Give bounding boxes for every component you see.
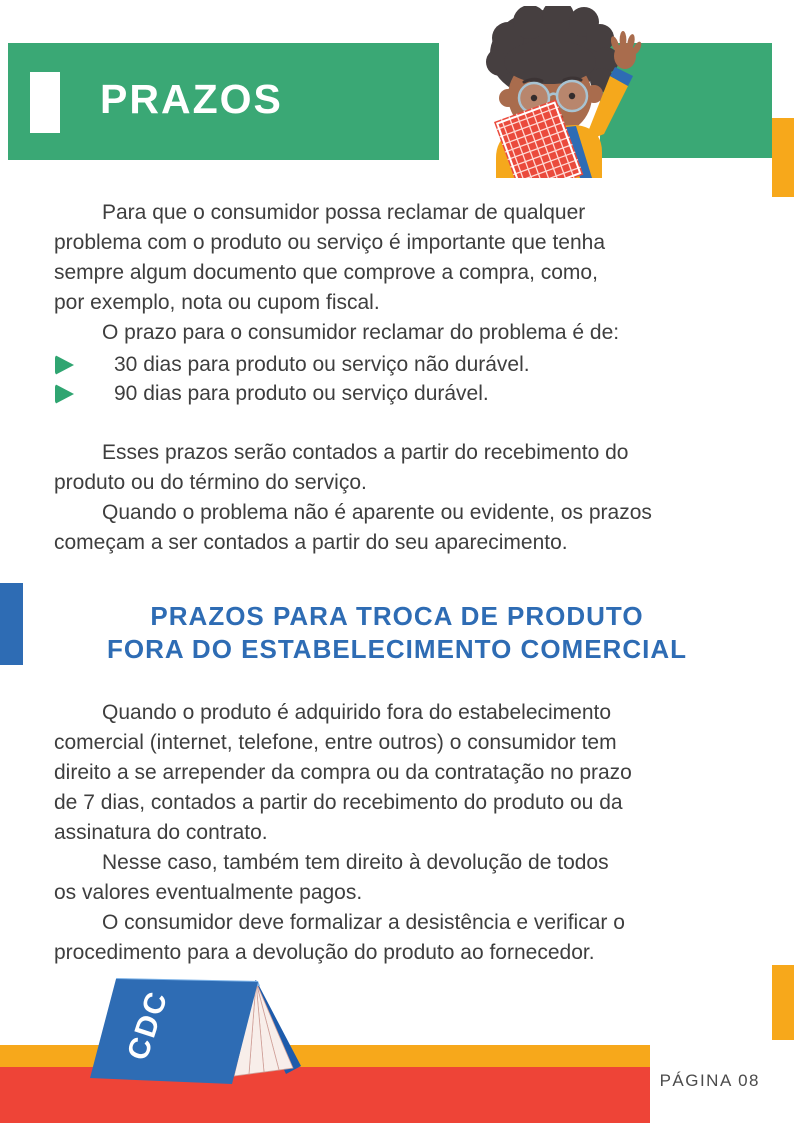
book-label: CDC bbox=[121, 986, 175, 1065]
paragraph-line: Para que o consumidor possa reclamar de qualquer bbox=[102, 201, 586, 224]
paragraph-line: problema com o produto ou serviço é importante que tenha bbox=[54, 231, 605, 254]
paragraph-line: O consumidor deve formalizar a desistência e verificar o bbox=[102, 911, 625, 934]
paragraph-line: por exemplo, nota ou cupom fiscal. bbox=[54, 291, 380, 314]
paragraph-line: comercial (internet, telefone, entre outros) o consumidor tem bbox=[54, 731, 617, 754]
cdc-book-illustration bbox=[88, 974, 306, 1088]
section-heading-line: PRAZOS PARA TROCA DE PRODUTO bbox=[150, 601, 644, 631]
header-accent-bar bbox=[30, 72, 60, 133]
section2-paragraphs bbox=[54, 698, 744, 968]
book-front-cover bbox=[90, 979, 258, 1084]
bullet-label: 90 dias para produto ou serviço durável. bbox=[114, 381, 489, 405]
paragraph-line: os valores eventualmente pagos. bbox=[54, 881, 363, 904]
paragraph-line: Nesse caso, também tem direito à devolução de todos bbox=[102, 851, 609, 874]
paragraph-line: de 7 dias, contados a partir do recebimento do produto ou da bbox=[54, 791, 623, 814]
bullet-arrow-icon bbox=[55, 384, 74, 404]
paragraph-line: produto ou do término do serviço. bbox=[54, 471, 367, 494]
paragraph-line: assinatura do contrato. bbox=[54, 821, 268, 844]
paragraph-line: Quando o produto é adquirido fora do estabelecimento bbox=[102, 701, 612, 724]
page-title: PRAZOS bbox=[100, 76, 283, 122]
page-number: PÁGINA 08 bbox=[659, 1071, 760, 1090]
paragraph-line: começam a ser contados a partir do seu aparecimento. bbox=[54, 531, 568, 554]
paragraph-line: direito a se arrepender da compra ou da contratação no prazo bbox=[54, 761, 632, 784]
paragraph-line: Quando o problema não é aparente ou evidente, os prazos bbox=[102, 501, 652, 524]
accent-rect-right-top bbox=[772, 118, 794, 197]
accent-rect-right-bottom bbox=[772, 965, 794, 1040]
paragraph-line: procedimento para a devolução do produto ao fornecedor. bbox=[54, 941, 595, 964]
bullet-label: 30 dias para produto ou serviço não durável. bbox=[114, 352, 530, 376]
intro-paragraphs bbox=[54, 198, 744, 348]
paragraph-line: O prazo para o consumidor reclamar do problema é de: bbox=[102, 321, 620, 344]
bullet-arrow-icon bbox=[55, 355, 74, 375]
section-heading bbox=[0, 600, 794, 666]
header-banner bbox=[8, 43, 439, 160]
deadline-bullet-list bbox=[54, 350, 744, 408]
waving-kid-illustration bbox=[482, 6, 654, 178]
paragraph-line: Esses prazos serão contados a partir do recebimento do bbox=[102, 441, 629, 464]
deadline-note-paragraphs bbox=[54, 438, 744, 558]
bullet-item bbox=[54, 350, 744, 379]
bullet-item bbox=[54, 379, 744, 408]
paragraph-line: sempre algum documento que comprove a compra, como, bbox=[54, 261, 598, 284]
section-heading-line: FORA DO ESTABELECIMENTO COMERCIAL bbox=[107, 634, 687, 664]
